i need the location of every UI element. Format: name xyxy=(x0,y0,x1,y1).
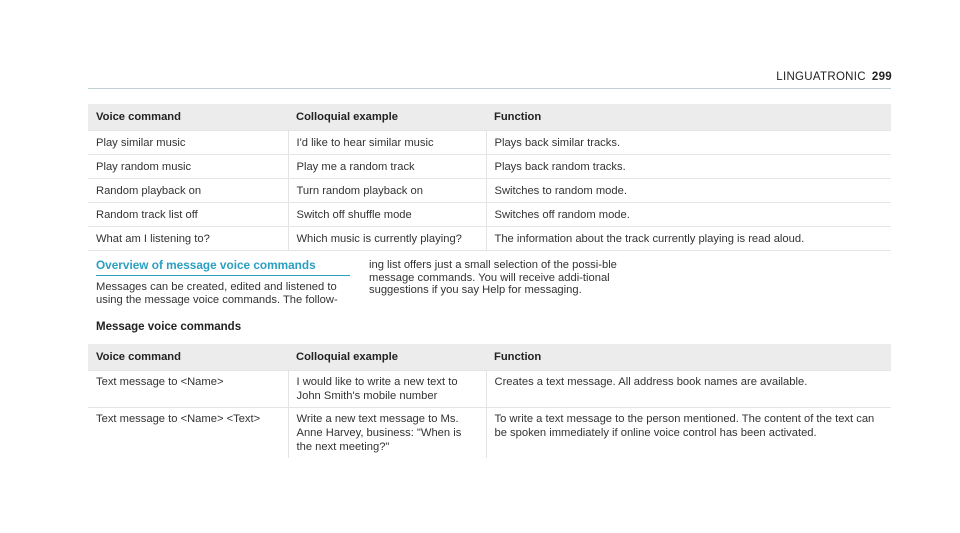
table-cell: The information about the track currently playing is read aloud. xyxy=(486,227,891,251)
table-cell: Creates a text message. All address book names are available. xyxy=(486,371,891,408)
table-row xyxy=(88,408,891,459)
table-row xyxy=(88,371,891,408)
table-cell: To write a text message to the person mentioned. The content of the text can be spoken immediately if online voice control has been activated. xyxy=(486,408,891,459)
table-row xyxy=(88,203,891,227)
table-cell: Which music is currently playing? xyxy=(288,227,486,251)
column-header: Function xyxy=(486,104,891,131)
table-cell: Play random music xyxy=(88,155,288,179)
table-cell: I would like to write a new text to John Smith's mobile number xyxy=(288,371,486,408)
column-header: Voice command xyxy=(88,104,288,131)
table-cell: Turn random playback on xyxy=(288,179,486,203)
table-row xyxy=(88,155,891,179)
table-cell: Random playback on xyxy=(88,179,288,203)
section-heading: Overview of message voice commands xyxy=(96,258,350,276)
column-header: Voice command xyxy=(88,344,288,371)
voice-command-table-messages xyxy=(88,344,891,458)
voice-command-table-music xyxy=(88,104,891,251)
running-head xyxy=(776,71,892,83)
table-subheading: Message voice commands xyxy=(96,321,242,333)
table-cell: Plays back similar tracks. xyxy=(486,131,891,155)
column-header: Colloquial example xyxy=(288,104,486,131)
table-row xyxy=(88,227,891,251)
header-rule xyxy=(88,88,891,89)
column-header: Colloquial example xyxy=(288,344,486,371)
table-header-row xyxy=(88,104,891,131)
intro-paragraph-right: ing list offers just a small selection of the possi-ble message commands. You will receive addi-tional suggestions if you say Help for messaging. xyxy=(369,259,617,296)
column-header: Function xyxy=(486,344,891,371)
table-cell: I'd like to hear similar music xyxy=(288,131,486,155)
table-cell: Random track list off xyxy=(88,203,288,227)
table-cell: Switches off random mode. xyxy=(486,203,891,227)
table-cell: Plays back random tracks. xyxy=(486,155,891,179)
intro-paragraph-left: Messages can be created, edited and listened to using the message voice commands. The follow- xyxy=(96,281,338,306)
table-row xyxy=(88,131,891,155)
table-cell: Text message to <Name> xyxy=(88,371,288,408)
table-cell: Write a new text message to Ms. Anne Harvey, business: "When is the next meeting?" xyxy=(288,408,486,459)
table-cell: Play similar music xyxy=(88,131,288,155)
table-cell: Play me a random track xyxy=(288,155,486,179)
running-head-title: LINGUATRONIC xyxy=(776,71,866,83)
table-cell: What am I listening to? xyxy=(88,227,288,251)
table-cell: Switches to random mode. xyxy=(486,179,891,203)
table-row xyxy=(88,179,891,203)
table-cell: Switch off shuffle mode xyxy=(288,203,486,227)
page-number: 299 xyxy=(871,71,892,83)
table-header-row xyxy=(88,344,891,371)
table-cell: Text message to <Name> <Text> xyxy=(88,408,288,459)
